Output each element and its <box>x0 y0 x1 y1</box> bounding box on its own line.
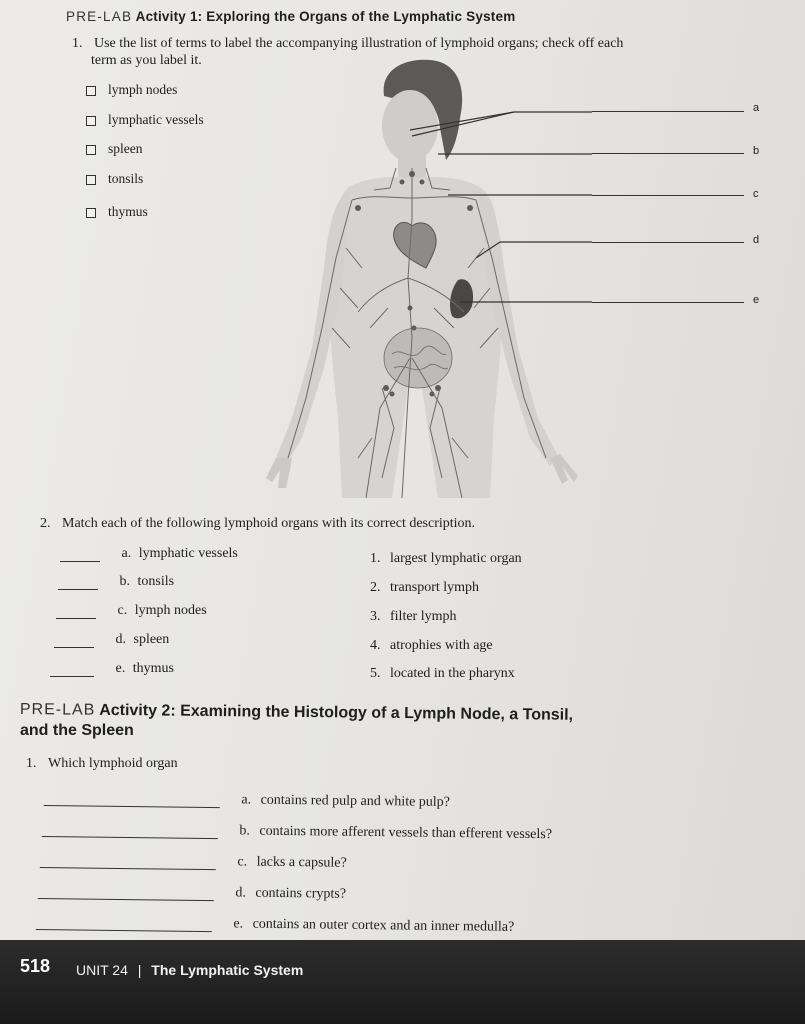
match-term: thymus <box>132 661 174 676</box>
question1-number: 1. <box>72 36 83 51</box>
histology-row-b: b. contains more afferent vessels than efferent vessels? <box>42 821 552 843</box>
term-thymus[interactable] <box>86 204 148 220</box>
leader-line-a <box>592 111 744 112</box>
histology-blank-c[interactable] <box>40 867 216 870</box>
intestines <box>384 328 452 388</box>
match-term: lymph nodes <box>134 603 207 618</box>
histology-row-c: c. lacks a capsule? <box>40 852 347 872</box>
activity2-question-number: 1. <box>26 756 37 771</box>
label-b: b <box>753 145 760 157</box>
term-label: lymphatic vessels <box>108 112 204 127</box>
term-label: tonsils <box>108 171 144 186</box>
question2-number: 2. <box>40 516 51 531</box>
checkbox-spleen[interactable] <box>86 145 96 155</box>
activity2-question <box>26 756 178 772</box>
question1-line1 <box>72 36 623 52</box>
match-row-d <box>54 632 169 648</box>
description-5: 5. located in the pharynx <box>370 666 515 681</box>
term-tonsils[interactable] <box>86 171 143 187</box>
activity1-heading <box>66 9 515 24</box>
match-term: tonsils <box>137 574 175 589</box>
page-footer <box>0 940 805 1024</box>
answer-blank-c[interactable] <box>56 618 96 619</box>
checkbox-thymus[interactable] <box>86 208 96 218</box>
right-hand <box>550 454 578 484</box>
match-row-a <box>60 546 238 562</box>
histology-blank-b[interactable] <box>42 836 218 839</box>
activity2-title-line2: and the Spleen <box>20 722 134 739</box>
unit-heading <box>76 962 303 978</box>
page-number: 518 <box>20 956 51 976</box>
label-a: a <box>753 102 760 114</box>
leader-line-d <box>592 242 744 243</box>
answer-blank-a[interactable] <box>60 561 100 562</box>
match-row-c <box>56 603 207 619</box>
lymphatic-system-illustration <box>262 58 592 502</box>
term-lymph-nodes[interactable] <box>86 82 177 98</box>
activity2-tag: PRE-LAB <box>19 701 96 719</box>
term-label: lymph nodes <box>108 82 178 97</box>
term-label: thymus <box>108 204 148 219</box>
match-letter: b. <box>119 574 130 589</box>
checkbox-tonsils[interactable] <box>86 175 96 185</box>
unit-title: The Lymphatic System <box>151 962 304 978</box>
checkbox-lymph-nodes[interactable] <box>86 86 96 96</box>
answer-blank-b[interactable] <box>58 589 98 590</box>
description-4: 4. atrophies with age <box>370 638 493 653</box>
match-letter: a. <box>121 546 132 561</box>
term-spleen[interactable] <box>86 141 143 157</box>
leader-line-b <box>592 153 744 154</box>
label-c: c <box>753 188 759 200</box>
question1-text: Use the list of terms to label the accompanying illustration of lymphoid organs; check off each <box>94 36 624 51</box>
match-term: lymphatic vessels <box>138 546 238 561</box>
question2-text: Match each of the following lymphoid organs with its correct description. <box>62 516 476 531</box>
answer-blank-e[interactable] <box>50 676 94 677</box>
question2 <box>40 516 475 532</box>
histology-blank-d[interactable] <box>38 898 214 901</box>
histology-row-a: a. contains red pulp and white pulp? <box>44 790 450 811</box>
checkbox-lymphatic-vessels[interactable] <box>86 116 96 126</box>
activity1-title: Activity 1: Exploring the Organs of the Lymphatic System <box>135 9 516 24</box>
activity1-tag: PRE-LAB <box>66 9 133 24</box>
activity2-question-text: Which lymphoid organ <box>48 756 178 771</box>
description-3: 3. filter lymph <box>370 609 457 624</box>
histology-row-e: e. contains an outer cortex and an inner medulla? <box>36 914 515 936</box>
histology-blank-a[interactable] <box>44 805 220 808</box>
match-row-e <box>50 661 174 677</box>
question1-line2: term as you label it. <box>91 53 202 68</box>
leader-line-c <box>592 195 744 196</box>
histology-row-d: d. contains crypts? <box>38 883 346 903</box>
unit-number: UNIT 24 <box>76 962 128 978</box>
label-d: d <box>753 234 760 246</box>
left-hand <box>266 458 292 488</box>
term-label: spleen <box>108 141 143 156</box>
match-letter: d. <box>115 632 126 647</box>
activity2-title-line1: Activity 2: Examining the Histology of a Lymph Node, a Tonsil, <box>99 701 574 724</box>
match-letter: e. <box>115 661 126 676</box>
answer-blank-d[interactable] <box>54 647 94 648</box>
unit-separator: | <box>137 962 142 978</box>
match-row-b <box>58 574 174 590</box>
description-2: 2. transport lymph <box>370 580 480 595</box>
label-e: e <box>753 294 760 306</box>
match-letter: c. <box>117 603 128 618</box>
leader-line-e <box>592 302 744 303</box>
match-term: spleen <box>133 632 170 647</box>
term-lymphatic-vessels[interactable] <box>86 112 204 128</box>
description-1: 1. largest lymphatic organ <box>370 551 522 566</box>
histology-blank-e[interactable] <box>36 929 212 932</box>
